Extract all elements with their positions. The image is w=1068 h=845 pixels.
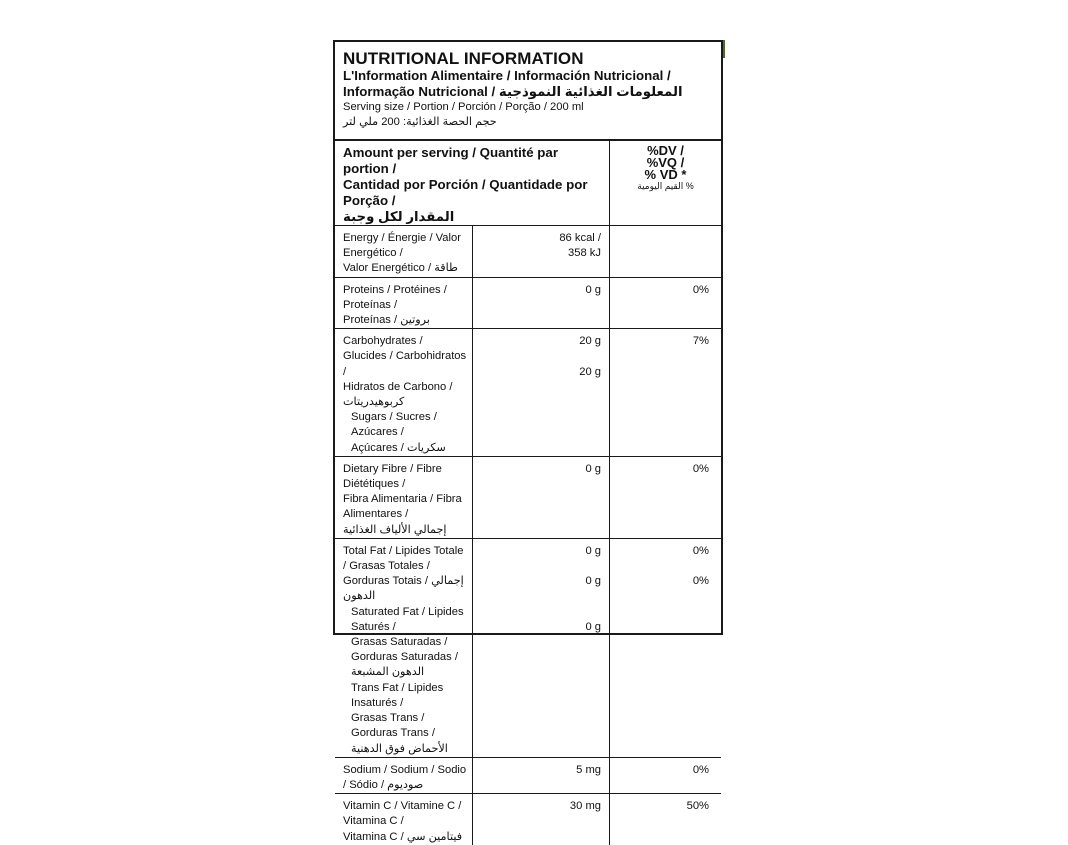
sugars-amount: 20 g <box>579 365 601 378</box>
table-row-protein <box>335 277 721 329</box>
table-row-fibre <box>335 456 721 538</box>
amount-line-3 <box>343 209 605 225</box>
energy-label-cell <box>335 226 472 278</box>
protein-label-2: Proteínas / بروتين <box>343 314 430 327</box>
saturated-fat-dv: 0% <box>692 575 709 588</box>
table-row-energy <box>335 226 721 278</box>
table-row-sodium <box>335 757 721 793</box>
energy-dv-cell <box>610 226 722 278</box>
vitc-label-cell <box>335 794 472 845</box>
sugars-label-1: Sugars / Sucres / Azúcares / <box>351 411 437 439</box>
dv-line-4 <box>610 181 721 192</box>
daily-value-header-cell <box>610 141 722 226</box>
fibre-label-1: Dietary Fibre / Fibre Diététiques / <box>343 462 442 491</box>
dv-line-4-text: % القيم اليومية <box>637 181 694 191</box>
fat-amount-cell <box>472 538 609 757</box>
fat-amount-spacer-2 <box>473 589 601 604</box>
fat-dv-cell <box>610 538 722 757</box>
fat-label-1: Total Fat / Lipides Totale / Grasas Totales / <box>343 544 464 573</box>
saturated-fat-label-2: Grasas Saturadas / <box>351 636 448 649</box>
sugars-label-2: Açúcares / سكريات <box>351 441 446 454</box>
carbs-dv: 7% <box>610 329 722 457</box>
subtitle-line-1: L'Information Alimentaire / Información Nutricional / <box>343 68 671 83</box>
table-row-carbohydrates <box>335 329 721 457</box>
nutrition-header <box>335 42 721 141</box>
dv-line-1: %DV / <box>647 143 684 158</box>
carbs-amount: 20 g <box>579 335 601 348</box>
amount-per-serving-cell <box>335 141 610 226</box>
vitc-dv: 50% <box>610 794 722 845</box>
nutrition-table <box>335 141 721 845</box>
carbs-label-2: Hidratos de Carbono / كربوهيدريتات <box>343 380 453 409</box>
protein-dv: 0% <box>610 277 722 329</box>
amount-line-3-text: المقدار لكل وجبة <box>343 209 455 224</box>
dv-line-2: %VQ / <box>646 155 685 170</box>
fat-amount-spacer-3 <box>473 605 601 620</box>
vitc-label-1: Vitamin C / Vitamine C / Vitamina C / <box>343 800 462 828</box>
fat-label-2: Gorduras Totais / إجمالي الدهون <box>343 575 464 603</box>
serving-size-arabic <box>343 115 713 130</box>
table-row-fat <box>335 538 721 757</box>
fibre-label-3 <box>343 523 468 538</box>
fibre-label-cell <box>335 456 472 538</box>
sodium-dv: 0% <box>610 757 722 793</box>
protein-label-1: Proteins / Protéines / Proteínas / <box>343 283 447 311</box>
energy-label-1: Energy / Énergie / Valor Energético / <box>343 232 461 260</box>
fibre-amount: 0 g <box>472 456 609 538</box>
amount-line-1: Amount per serving / Quantité par portion / <box>343 145 558 176</box>
protein-label-cell <box>335 277 472 329</box>
trans-fat-amount: 0 g <box>585 620 601 633</box>
vitc-amount: 30 mg <box>472 794 609 845</box>
serving-size-arabic-text: حجم الحصة الغذائية: 200 ملي لتر <box>343 116 497 128</box>
fibre-label-3-text: إجمالي الألياف الغذائية <box>343 523 447 536</box>
energy-amount-kcal: 86 kcal / <box>559 232 601 244</box>
saturated-fat-amount: 0 g <box>585 575 601 588</box>
carbs-label-cell <box>335 329 472 457</box>
trans-fat-label-2: Grasas Trans / Gorduras Trans / <box>351 712 435 740</box>
fibre-dv: 0% <box>610 456 722 538</box>
dv-line-3: % VD * <box>644 167 687 182</box>
fat-dv-spacer <box>610 559 709 574</box>
energy-amount-kj: 358 kJ <box>568 247 601 260</box>
amount-line-2: Cantidad por Porción / Quantidade por Porção / <box>343 177 588 208</box>
saturated-fat-label-1: Saturated Fat / Lipides Saturés / <box>351 605 464 633</box>
fat-amount: 0 g <box>585 544 601 557</box>
table-row-vitamin-c <box>335 794 721 845</box>
energy-amount-cell <box>472 226 609 278</box>
fat-amount-spacer-1 <box>473 559 601 574</box>
fibre-label-2: Fibra Alimentaria / Fibra Alimentares / <box>343 493 462 521</box>
fat-dv: 0% <box>692 544 709 557</box>
protein-amount: 0 g <box>472 277 609 329</box>
serving-size: Serving size / Portion / Porción / Porção / 200 ml <box>343 101 584 113</box>
trans-fat-label-1: Trans Fat / Lipides Insaturés / <box>351 681 444 709</box>
energy-label-2: Valor Energético / طاقة <box>343 262 458 275</box>
trans-fat-label-3 <box>343 742 468 757</box>
fat-label-cell <box>335 538 472 757</box>
trans-fat-label-3-text: الأحماض فوق الدهنية <box>351 742 448 755</box>
sodium-amount: 5 mg <box>472 757 609 793</box>
carbs-label-1: Carbohydrates / Glucides / Carbohidratos / <box>343 335 467 378</box>
nutrition-label-panel <box>333 40 723 843</box>
saturated-fat-label-3: Gorduras Saturadas / الدهون المشبعة <box>351 651 458 679</box>
page-title: NUTRITIONAL INFORMATION <box>343 49 584 68</box>
carbs-amount-cell <box>472 329 609 457</box>
subtitle-line-2: Informação Nutricional / المعلومات الغذائية النموذجية <box>343 84 683 99</box>
sodium-label: Sodium / Sodium / Sodio / Sódio / صوديوم <box>335 757 472 793</box>
carbs-amount-spacer <box>473 349 601 364</box>
vitc-label-2: Vitamina C / فيتامين سي <box>343 830 463 843</box>
table-header-row <box>335 141 721 226</box>
